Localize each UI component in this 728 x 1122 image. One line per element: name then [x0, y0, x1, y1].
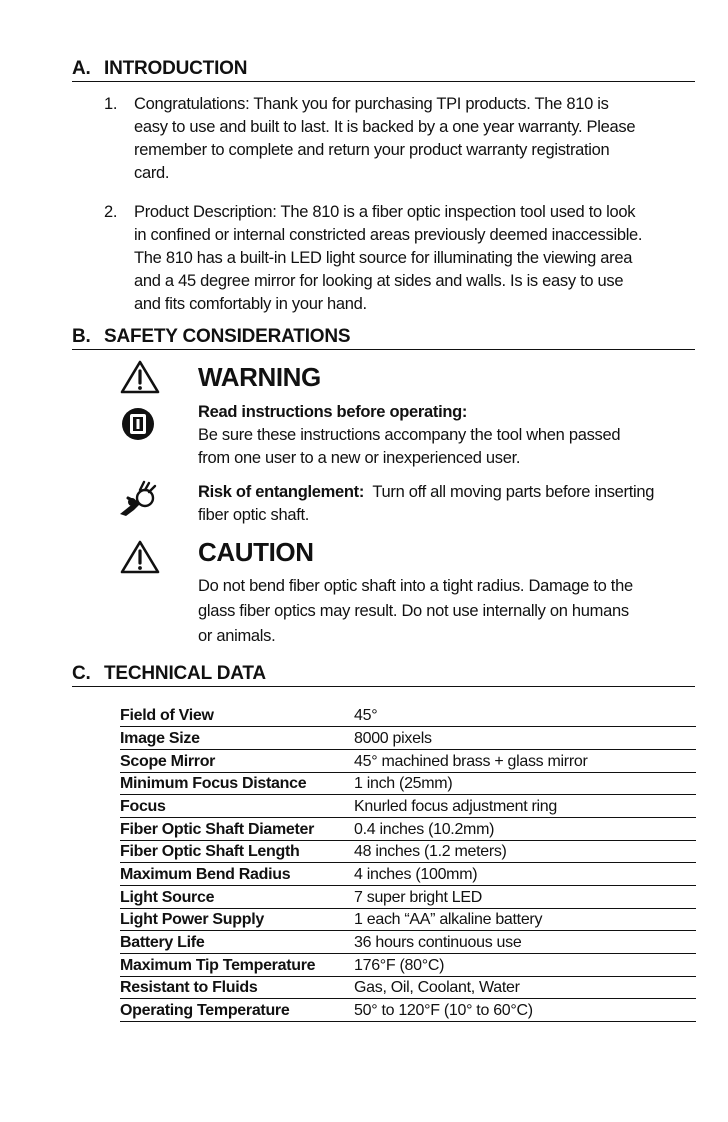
spec-label: Fiber Optic Shaft Diameter: [120, 817, 354, 840]
spec-value: 48 inches (1.2 meters): [354, 840, 696, 863]
spec-value: 176°F (80°C): [354, 954, 696, 977]
text-line: Be sure these instructions accompany the tool when passed: [198, 426, 621, 444]
spec-value: 1 inch (25mm): [354, 772, 696, 795]
table-row: [120, 840, 696, 863]
text-line: and a 45 degree mirror for looking at sides and walls. Is is easy to use: [134, 272, 624, 290]
spec-label: Maximum Tip Temperature: [120, 954, 354, 977]
section-letter: C.: [72, 663, 91, 684]
caution-triangle-icon: [118, 538, 162, 578]
section-a-heading: [72, 58, 695, 82]
technical-data-table: [120, 704, 696, 1022]
read-manual-icon: [118, 404, 162, 444]
entanglement-hazard-icon: [118, 478, 162, 518]
entanglement-block: [198, 481, 703, 527]
text-line: remember to complete and return your product warranty registration: [134, 141, 610, 159]
table-row: [120, 795, 696, 818]
spec-label: Minimum Focus Distance: [120, 772, 354, 795]
table-row: [120, 704, 696, 727]
table-row: [120, 931, 696, 954]
warning-title: WARNING: [198, 362, 321, 392]
spec-value: 45°: [354, 704, 696, 727]
table-row: [120, 727, 696, 750]
text-line: Product Description: The 810 is a fiber optic inspection tool used to look: [134, 203, 636, 221]
spec-label: Focus: [120, 795, 354, 818]
spec-label: Fiber Optic Shaft Length: [120, 840, 354, 863]
text-line: fiber optic shaft.: [198, 506, 310, 524]
table-row: [120, 999, 696, 1022]
text-line: easy to use and built to last. It is backed by a one year warranty. Please: [134, 118, 636, 136]
spec-label: Operating Temperature: [120, 999, 354, 1022]
read-instructions-heading: Read instructions before operating:: [198, 403, 468, 421]
spec-value: 50° to 120°F (10° to 60°C): [354, 999, 696, 1022]
text-line: glass fiber optics may result. Do not use internally on humans: [198, 602, 629, 620]
item-text: [134, 201, 699, 316]
read-instructions-block: [198, 401, 703, 470]
table-row: [120, 908, 696, 931]
text-line: Congratulations: Thank you for purchasing TPI products. The 810 is: [134, 95, 609, 113]
table-row: [120, 772, 696, 795]
table-row: [120, 954, 696, 977]
text-line: from one user to a new or inexperienced user.: [198, 449, 521, 467]
spec-label: Resistant to Fluids: [120, 976, 354, 999]
section-b-heading: [72, 326, 695, 350]
section-title: SAFETY CONSIDERATIONS: [104, 326, 351, 347]
table-row: [120, 817, 696, 840]
spec-value: Knurled focus adjustment ring: [354, 795, 696, 818]
spec-label: Field of View: [120, 704, 354, 727]
spec-label: Light Power Supply: [120, 908, 354, 931]
item-number: 1.: [104, 95, 118, 113]
spec-value: 4 inches (100mm): [354, 863, 696, 886]
spec-label: Scope Mirror: [120, 749, 354, 772]
entanglement-heading: Risk of entanglement:: [198, 483, 365, 501]
spec-value: Gas, Oil, Coolant, Water: [354, 976, 696, 999]
text-line: or animals.: [198, 627, 276, 645]
spec-label: Battery Life: [120, 931, 354, 954]
spec-value: 0.4 inches (10.2mm): [354, 817, 696, 840]
text-line: and fits comfortably in your hand.: [134, 295, 367, 313]
table-row: [120, 976, 696, 999]
caution-block: [198, 574, 703, 649]
spec-value: 1 each “AA” alkaline battery: [354, 908, 696, 931]
item-text: [134, 93, 699, 185]
section-letter: A.: [72, 58, 91, 79]
spec-value: 7 super bright LED: [354, 886, 696, 909]
spec-label: Maximum Bend Radius: [120, 863, 354, 886]
spec-value: 45° machined brass + glass mirror: [354, 749, 696, 772]
warning-triangle-icon: [118, 358, 162, 398]
section-title: INTRODUCTION: [104, 58, 248, 79]
text-line: Do not bend fiber optic shaft into a tight radius. Damage to the: [198, 577, 633, 595]
table-row: [120, 886, 696, 909]
spec-value: 36 hours continuous use: [354, 931, 696, 954]
table-row: [120, 749, 696, 772]
section-title: TECHNICAL DATA: [104, 663, 266, 684]
text-line: card.: [134, 164, 170, 182]
section-c-heading: [72, 663, 695, 687]
text-line: The 810 has a built-in LED light source for illuminating the viewing area: [134, 249, 633, 267]
caution-title: CAUTION: [198, 537, 314, 567]
section-letter: B.: [72, 326, 91, 347]
text-segment: Turn off all moving parts before inserting: [364, 483, 655, 501]
spec-label: Light Source: [120, 886, 354, 909]
text-line: in confined or internal constricted areas previously deemed inaccessible.: [134, 226, 643, 244]
item-number: 2.: [104, 203, 118, 221]
spec-label: Image Size: [120, 727, 354, 750]
spec-value: 8000 pixels: [354, 727, 696, 750]
table-row: [120, 863, 696, 886]
